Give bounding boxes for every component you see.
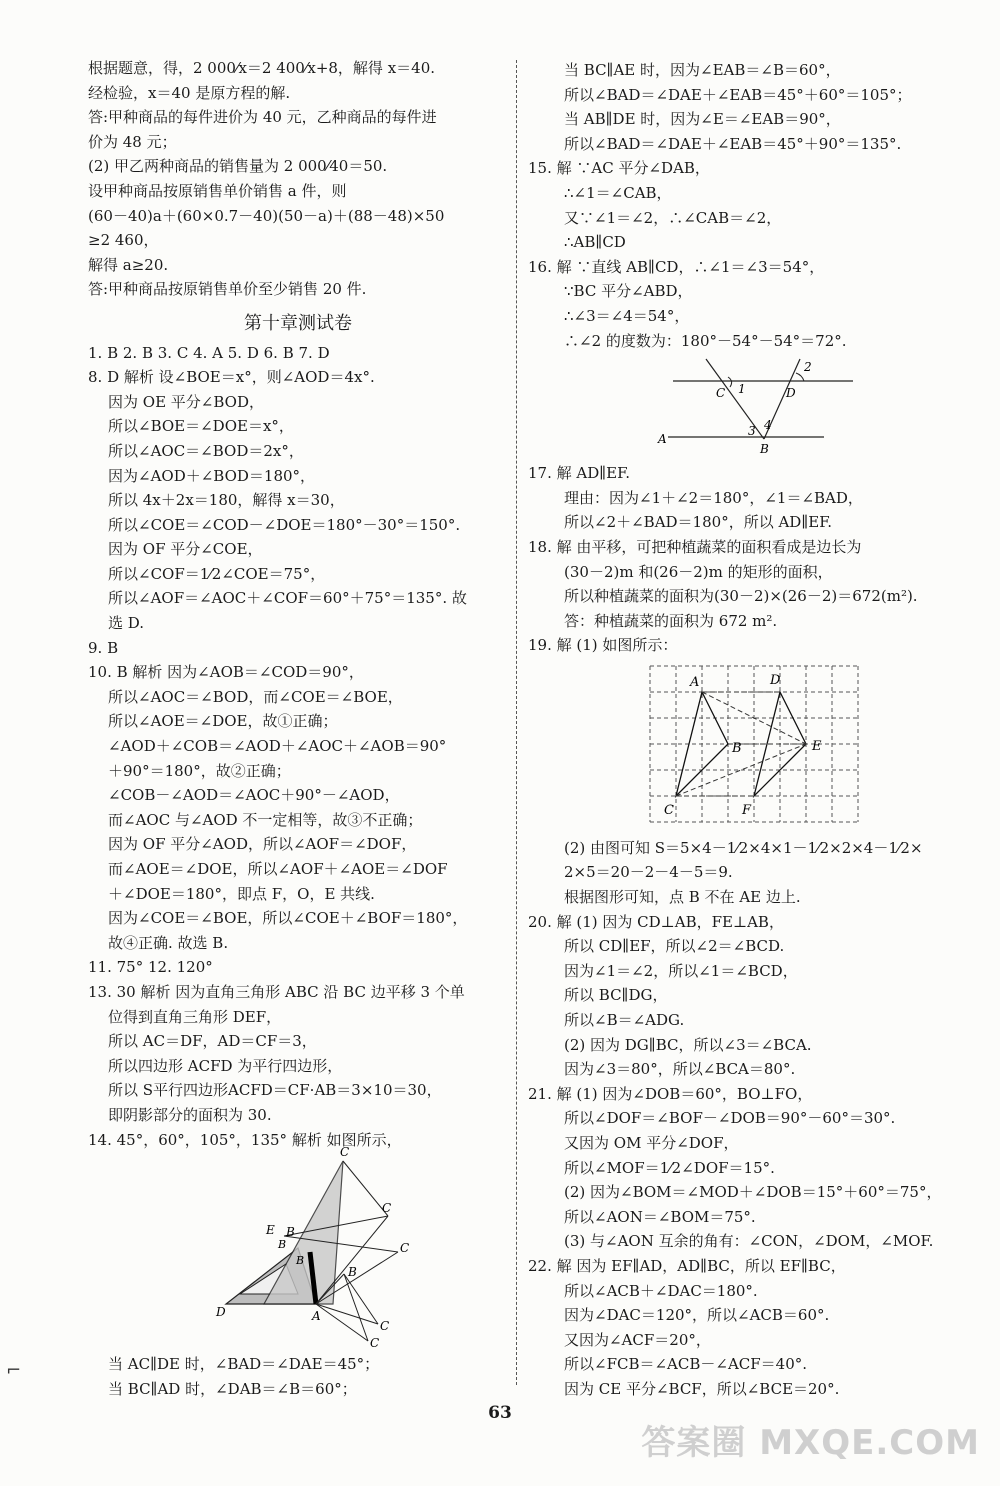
- answer-line: 1. B 2. B 3. C 4. A 5. D 6. B 7. D: [88, 343, 330, 362]
- answer-line: 所以∠COE＝∠COD－∠DOE＝180°－30°＝150°.: [108, 515, 461, 534]
- answer-line: 所以 4x＋2x＝180，解得 x＝30，: [108, 491, 345, 510]
- fig19-label: A: [690, 674, 700, 690]
- answer-line: 16. 解 ∵直线 AB∥CD，∴∠1＝∠3＝54°，: [528, 257, 825, 276]
- fig16-label: A: [658, 432, 667, 447]
- answer-line: 所以∠MOF＝1⁄2∠DOF＝15°.: [564, 1158, 775, 1177]
- answer-line: 11. 75° 12. 120°: [88, 958, 213, 977]
- answer-line: (30－2)m 和(26－2)m 的矩形的面积，: [564, 562, 833, 581]
- answer-line: 所以∠AOF＝∠AOC＋∠COF＝60°＋75°＝135°. 故: [108, 589, 467, 608]
- fig14-label: B: [296, 1254, 305, 1268]
- answer-line: 又∵∠1＝∠2，∴∠CAB＝∠2，: [564, 208, 782, 227]
- answer-line: 21. 解 (1) 因为∠DOB＝60°，BO⊥FO，: [528, 1084, 813, 1103]
- text-line: 解得 a≥20.: [88, 255, 169, 274]
- answer-line: 所以∠BAD＝∠DAE＋∠EAB＝45°＋60°＝105°；: [564, 85, 912, 104]
- answer-line: 而∠AOE＝∠DOE，所以∠AOF＋∠AOE＝∠DOF: [108, 860, 448, 878]
- answer-line: 8. D 解析 设∠BOE＝x°，则∠AOD＝4x°.: [88, 368, 375, 387]
- answer-line: 17. 解 AD∥EF.: [528, 464, 630, 483]
- answer-line: (2) 因为 DG∥BC，所以∠3＝∠BCA.: [564, 1035, 812, 1054]
- figure-q16: [528, 357, 948, 457]
- text-line: (60－40)a＋(60×0.7－40)(50－a)＋(88－48)×50: [88, 206, 445, 225]
- column-divider: [516, 60, 517, 1385]
- fig19-label: C: [664, 802, 674, 818]
- text-line: 设甲种商品按原销售单价销售 a 件，则: [88, 181, 347, 200]
- answer-line: 因为 OF 平分∠AOD，所以∠AOF＝∠DOF，: [108, 835, 417, 854]
- text-line: 答:甲种商品的每件进价为 40 元，乙种商品的每件进: [88, 108, 437, 127]
- answer-line: 所以∠2＋∠BAD＝180°，所以 AD∥EF.: [564, 513, 833, 532]
- fig19-label: F: [742, 802, 752, 818]
- fig14-label: E: [266, 1223, 275, 1238]
- answer-line: 所以四边形 ACFD 为平行四边形，: [108, 1056, 343, 1075]
- answer-line: ∴AB∥CD: [564, 233, 626, 252]
- answer-line: 因为∠AOD＋∠BOD＝180°，: [108, 466, 316, 485]
- fig14-label: B: [286, 1225, 295, 1240]
- answer-line: 2×5＝20－2－4－5＝9.: [564, 863, 733, 882]
- fig14-label: B: [348, 1265, 357, 1280]
- answer-line: 所以∠ACB＋∠DAC＝180°.: [564, 1281, 758, 1300]
- answer-line: ∴∠1＝∠CAB，: [564, 183, 672, 202]
- fig19-label: B: [732, 740, 742, 756]
- answer-line: 18. 解 由平移，可把种植蔬菜的面积看成是边长为: [528, 537, 862, 556]
- fig16-label: 3: [748, 424, 756, 439]
- figure-q19: [528, 662, 948, 832]
- answer-line: 位得到直角三角形 DEF，: [108, 1007, 282, 1026]
- fig14-label: C: [382, 1201, 392, 1216]
- answer-line: ∴∠3＝∠4＝54°，: [564, 306, 690, 325]
- answer-line: 所以 BC∥DG，: [564, 986, 668, 1005]
- answer-line: 当 AC∥DE 时，∠BAD＝∠DAE＝45°；: [108, 1355, 380, 1374]
- answer-line: 15. 解 ∵AC 平分∠DAB，: [528, 159, 710, 178]
- fig19-label: D: [770, 672, 781, 688]
- answer-line: 当 AB∥DE 时，因为∠E＝∠EAB＝90°，: [564, 110, 841, 129]
- fig14-label: C: [380, 1319, 390, 1334]
- answer-line: 22. 解 因为 EF∥AD，AD∥BC，所以 EF∥BC，: [528, 1256, 846, 1275]
- answer-line: ＋∠DOE＝180°，即点 F，O，E 共线.: [108, 884, 375, 903]
- text-line: 答:甲种商品按原销售单价至少销售 20 件.: [88, 280, 367, 299]
- fig14-label: C: [370, 1336, 380, 1351]
- answer-line: 即阴影部分的面积为 30.: [108, 1105, 272, 1124]
- page-number: 63: [488, 1403, 512, 1423]
- text-line: 经检验，x＝40 是原方程的解.: [88, 83, 291, 102]
- fig16-label: 2: [804, 360, 812, 375]
- answer-line: 10. B 解析 因为∠AOB＝∠COD＝90°，: [88, 663, 364, 682]
- answer-line: ∵BC 平分∠ABD，: [564, 282, 693, 301]
- answer-line: 又因为 OM 平分∠DOF，: [564, 1134, 739, 1152]
- answer-line: 而∠AOC 与∠AOD 不一定相等，故③不正确；: [108, 810, 423, 829]
- answer-line: 所以种植蔬菜的面积为(30－2)×(26－2)＝672(m²).: [564, 587, 918, 606]
- answer-line: 20. 解 (1) 因为 CD⊥AB，FE⊥AB，: [528, 912, 784, 931]
- text-line: ≥2 460，: [88, 231, 159, 250]
- answer-line: ∠COB－∠AOD＝∠AOC＋90°－∠AOD，: [108, 786, 400, 805]
- answer-line: 当 BC∥AD 时，∠DAB＝∠B＝60°；: [108, 1379, 357, 1398]
- answer-line: 选 D.: [108, 614, 145, 633]
- answer-line: 所以 AC＝DF，AD＝CF＝3，: [108, 1032, 317, 1051]
- corner-mark: ⌐: [6, 1360, 22, 1381]
- answer-line: 14. 45°，60°，105°，135° 解析 如图所示，: [88, 1130, 402, 1149]
- answer-line: 因为∠1＝∠2，所以∠1＝∠BCD，: [564, 961, 798, 980]
- fig16-label: 1: [738, 382, 746, 397]
- answer-line: (2) 因为∠BOM＝∠MOD＋∠DOB＝15°＋60°＝75°，: [564, 1183, 942, 1202]
- answer-line: 所以∠FCB＝∠ACB－∠ACF＝40°.: [564, 1355, 808, 1374]
- answer-line: 因为 CE 平分∠BCF，所以∠BCE＝20°.: [564, 1379, 840, 1398]
- parallel-lines-figure: [528, 357, 948, 457]
- fig19-label: E: [812, 738, 822, 754]
- answer-line: ∠AOD＋∠COB＝∠AOD＋∠AOC＋∠AOB＝90°: [108, 737, 447, 756]
- fig14-label: A: [312, 1309, 321, 1324]
- right-column: [528, 58, 948, 1402]
- answer-line: 所以 CD∥EF，所以∠2＝∠BCD.: [564, 937, 785, 956]
- answer-line: (2) 由图可知 S＝5×4－1⁄2×4×1－1⁄2×2×4－1⁄2×: [564, 838, 923, 857]
- fig16-label: C: [716, 386, 726, 401]
- answer-line: 9. B: [88, 638, 119, 657]
- text-line: (2) 甲乙两种商品的销售量为 2 000⁄40＝50.: [88, 157, 388, 176]
- chapter-title: 第十章测试卷: [244, 312, 352, 334]
- fig16-label: 4: [764, 418, 772, 433]
- answer-line: 当 BC∥AE 时，因为∠EAB＝∠B＝60°，: [564, 61, 841, 79]
- answer-line: 所以∠BOE＝∠DOE＝x°，: [108, 417, 294, 436]
- fig16-label: B: [760, 442, 769, 457]
- answer-line: 所以∠AOC＝∠BOD＝2x°，: [108, 441, 304, 460]
- fig14-label: D: [216, 1305, 226, 1320]
- answer-line: 所以∠AOE＝∠DOE，故①正确；: [108, 712, 338, 731]
- answer-line: 所以 S平行四边形ACFD＝CF·AB＝3×10＝30，: [108, 1081, 442, 1100]
- answer-line: 因为 OE 平分∠BOD，: [108, 392, 264, 411]
- answer-line: 所以∠BAD＝∠DAE＋∠EAB＝45°＋90°＝135°.: [564, 134, 902, 153]
- grid-translation-figure: [528, 662, 948, 832]
- answer-line: 所以∠B＝∠ADG.: [564, 1011, 685, 1030]
- figure-q14: [88, 1145, 508, 1351]
- fig14-label: C: [400, 1241, 410, 1256]
- text-line: 价为 48 元；: [88, 132, 177, 151]
- fig14-label: B: [278, 1238, 287, 1252]
- text-line: 根据题意，得，2 000⁄x＝2 400⁄x+8，解得 x＝40.: [88, 59, 436, 77]
- answer-line: 答：种植蔬菜的面积为 672 m².: [564, 611, 778, 630]
- fig14-label: C: [340, 1145, 350, 1160]
- answer-line: 又因为∠ACF＝20°，: [564, 1330, 711, 1349]
- answer-line: 13. 30 解析 因为直角三角形 ABC 沿 BC 边平移 3 个单: [88, 982, 465, 1001]
- answer-line: ＋90°＝180°，故②正确；: [108, 761, 291, 780]
- answer-line: 因为∠DAC＝120°，所以∠ACB＝60°.: [564, 1306, 830, 1325]
- triangle-rotation-figure: [88, 1145, 508, 1351]
- answer-line: 因为 OF 平分∠COE，: [108, 540, 263, 559]
- answer-line: 因为∠COE＝∠BOE，所以∠COE＋∠BOF＝180°，: [108, 909, 468, 928]
- left-column: [88, 56, 508, 1401]
- answer-line: 故④正确. 故选 B.: [108, 933, 229, 952]
- answer-line: 根据图形可知，点 B 不在 AE 边上.: [564, 888, 801, 907]
- answer-line: 所以∠AON＝∠BOM＝75°.: [564, 1207, 756, 1226]
- fig16-label: D: [786, 386, 796, 401]
- answer-line: (3) 与∠AON 互余的角有：∠CON，∠DOM，∠MOF.: [564, 1232, 934, 1251]
- answer-line: 所以∠COF＝1⁄2∠COE＝75°，: [108, 564, 326, 583]
- answer-line: 所以∠DOF＝∠BOF－∠DOB＝90°－60°＝30°.: [564, 1109, 896, 1128]
- answer-line: 理由：因为∠1＋∠2＝180°，∠1＝∠BAD，: [564, 488, 863, 507]
- answer-line: 所以∠AOC＝∠BOD，而∠COE＝∠BOE，: [108, 687, 403, 706]
- answer-line: 因为∠3＝80°，所以∠BCA＝80°.: [564, 1060, 796, 1079]
- answer-line: ∴∠2 的度数为：180°－54°－54°＝72°.: [564, 331, 847, 350]
- answer-line: 19. 解 (1) 如图所示：: [528, 636, 678, 655]
- watermark: 答案圈 MXQE.COM: [641, 1423, 980, 1463]
